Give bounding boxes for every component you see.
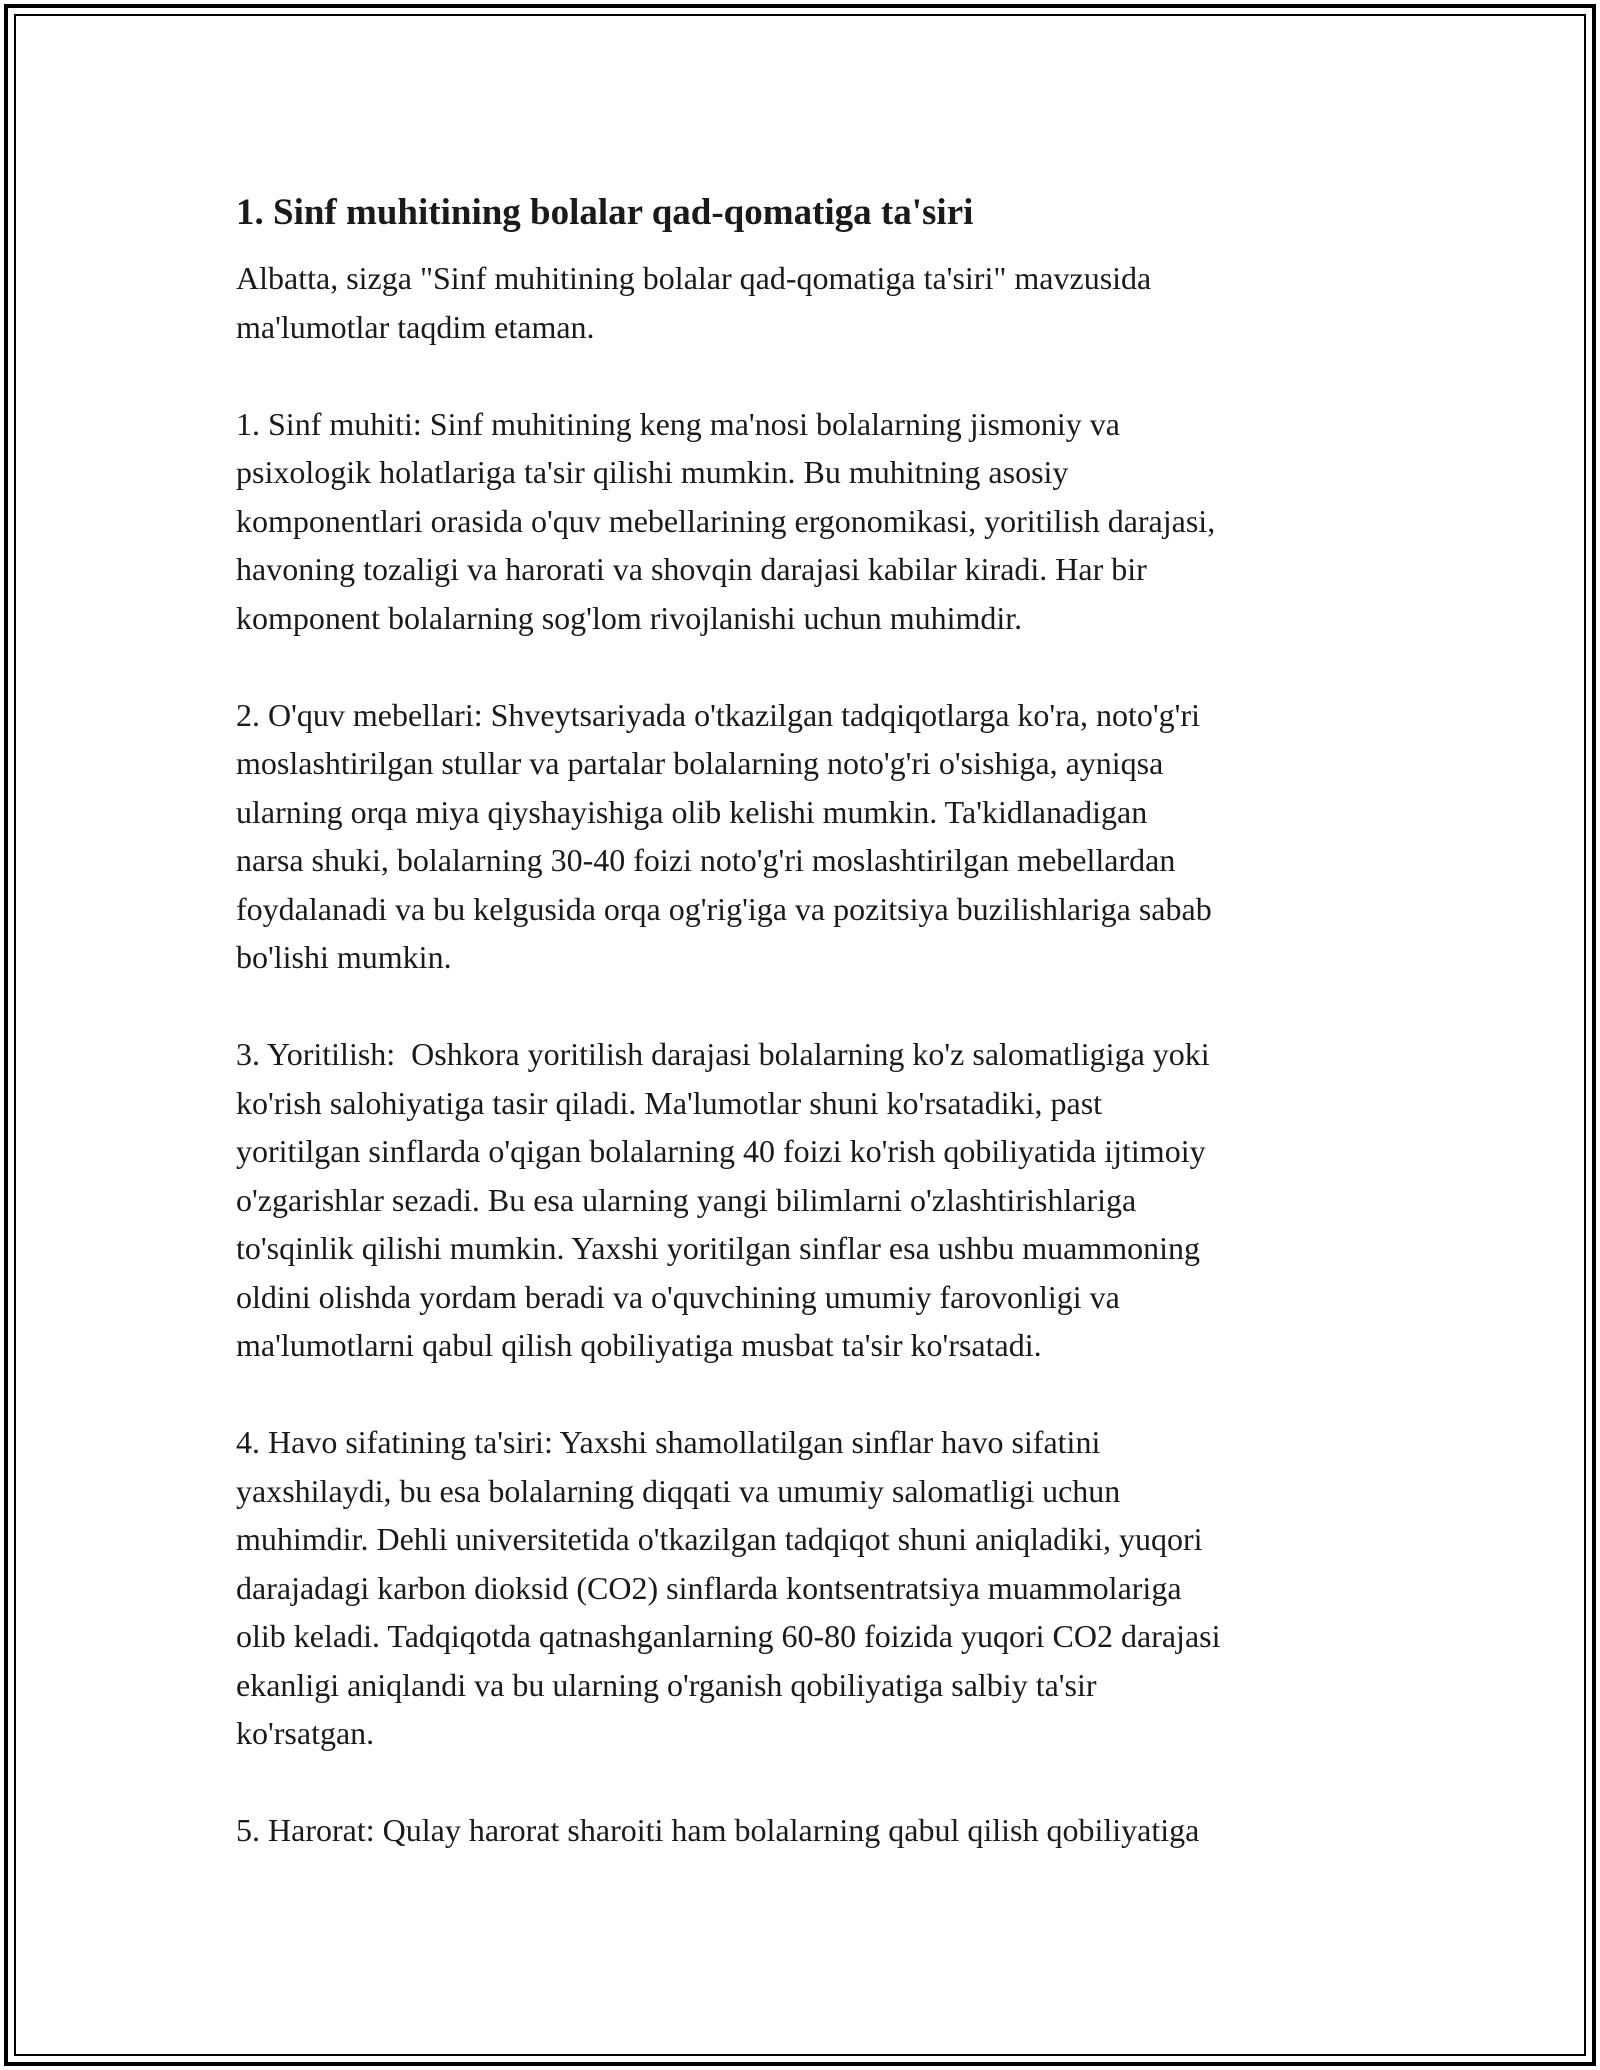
paragraph-havo-sifati: 4. Havo sifatining ta'siri: Yaxshi shamollatilgan sinflar havo sifatini yaxshilaydi, bu esa bolalarning diqqati va umumiy salomatligi uchun muhimdir. Dehli universitetida o'tkazilgan tadqiqot shuni aniqladiki, yuqori darajadagi karbon dioksid (CO2) sinflarda kontsentratsiya muammolariga olib keladi. Tadqiqotda qatnashganlarning 60-80 foizida yuqori CO2 darajasi ekanligi aniqlandi va bu ularning o'rganish qobiliyatiga salbiy ta'sir ko'rsatgan.: [236, 1424, 1221, 1751]
paragraph-oquv-mebellari: 2. O'quv mebellari: Shveytsariyada o'tkazilgan tadqiqotlarga ko'ra, noto'g'ri moslashtirilgan stullar va partalar bolalarning noto'g'ri o'sishiga, ayniqsa ularning orqa miya qiyshayishiga olib kelishi mumkin. Ta'kidlanadigan narsa shuki, bolalarning 30-40 foizi noto'g'ri moslashtirilgan mebellardan foydalanadi va bu kelgusida orqa og'rig'iga va pozitsiya buzilishlariga sabab bo'lishi mumkin.: [236, 696, 1212, 975]
section-heading: 1. Sinf muhitining bolalar qad-qomatiga ta'siri: [236, 192, 974, 233]
paragraph-yoritilish: 3. Yoritilish: Oshkora yoritilish darajasi bolalarning ko'z salomatligiga yoki ko'rish salohiyatiga tasir qiladi. Ma'lumotlar shuni ko'rsatadiki, past yoritilgan sinflarda o'qigan bolalarning 40 foizi ko'rish qobiliyatida ijtimoiy o'zgarishlar sezadi. Bu esa ularning yangi bilimlarni o'zlashtirishlariga to'sqinlik qilishi mumkin. Yaxshi yoritilgan sinflar esa ushbu muammoning oldini olishda yordam beradi va o'quvchining umumiy farovonligi va ma'lumotlarni qabul qilish qobiliyatiga musbat ta'sir ko'rsatadi.: [236, 1036, 1210, 1363]
paragraph-sinf-muhiti: 1. Sinf muhiti: Sinf muhitining keng ma'nosi bolalarning jismoniy va psixologik holatlariga ta'sir qilishi mumkin. Bu muhitning asosiy komponentlari orasida o'quv mebellarining ergonomikasi, yoritilish darajasi, havoning tozaligi va harorati va shovqin darajasi kabilar kiradi. Har bir komponent bolalarning sog'lom rivojlanishi uchun muhimdir.: [236, 405, 1216, 636]
intro-paragraph: Albatta, sizga "Sinf muhitining bolalar qad-qomatiga ta'siri" mavzusida ma'lumotlar taqdim etaman.: [236, 260, 1152, 345]
document-body: [236, 186, 1386, 1903]
paragraph-harorat: 5. Harorat: Qulay harorat sharoiti ham bolalarning qabul qilish qobiliyatiga: [236, 1812, 1200, 1848]
